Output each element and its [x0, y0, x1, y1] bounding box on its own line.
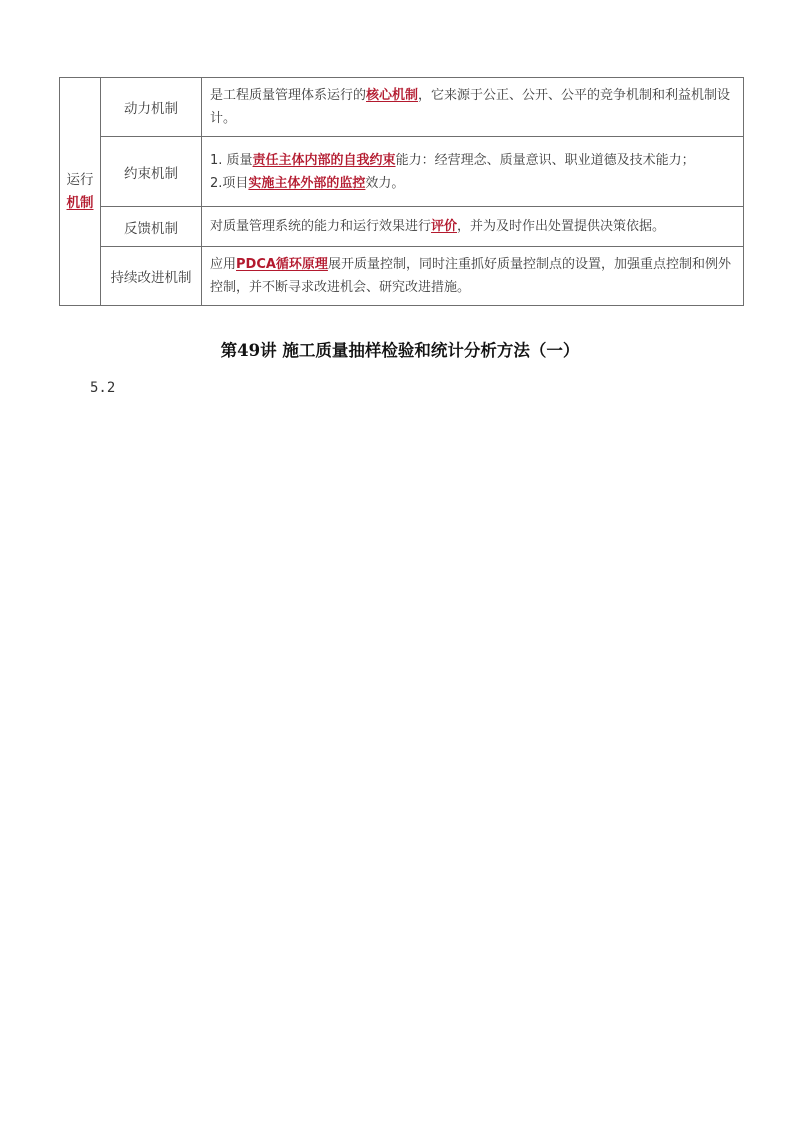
- group-cell: [60, 78, 101, 306]
- desc-highlight: 核心机制: [366, 88, 419, 103]
- mechanism-description: [202, 137, 744, 207]
- desc-line-2: [210, 172, 735, 195]
- desc-text: 是工程质量管理体系运行的: [210, 88, 367, 103]
- mechanism-name: 约束机制: [101, 137, 202, 207]
- table-row: [60, 137, 744, 207]
- table-row: [60, 78, 744, 137]
- desc-text: 应用: [210, 257, 237, 272]
- desc-text: 对质量管理系统的能力和运行效果进行: [210, 219, 432, 234]
- mechanism-name: 持续改进机制: [101, 247, 202, 306]
- desc-line-1: [210, 149, 735, 172]
- section-title: 第49讲 施工质量抽样检验和统计分析方法（一）: [220, 341, 580, 360]
- desc-text: ，并为及时作出处置提供决策依据。: [457, 219, 666, 234]
- desc-highlight: 评价: [431, 219, 458, 234]
- desc-text: 1. 质量: [210, 152, 253, 168]
- table-row: [60, 247, 744, 306]
- mechanism-description: [202, 78, 744, 137]
- desc-text: 能力：经营理念、质量意识、职业道德及技术能力；: [395, 152, 695, 168]
- group-label-line2: 机制: [66, 194, 94, 211]
- table-row: [60, 207, 744, 247]
- mechanism-name: 动力机制: [101, 78, 202, 137]
- desc-highlight: 实施主体外部的监控: [248, 175, 366, 191]
- mechanism-table: [59, 77, 744, 306]
- desc-text: ，它来源于公正、公开、公平的竞争机制和利益机制设计。: [210, 88, 731, 126]
- desc-text: 展开质量控制，同时注重抓好质量控制点的设置，加强重点控制和例外控制，并不断寻求改进机会、研究改进措施。: [210, 257, 731, 295]
- mechanism-name: 反馈机制: [101, 207, 202, 247]
- desc-highlight: PDCA循环原理: [236, 257, 328, 272]
- mechanism-description: [202, 207, 744, 247]
- desc-text: 效力。: [365, 175, 405, 191]
- desc-highlight: 责任主体内部的自我约束: [252, 152, 396, 168]
- mechanism-description: [202, 247, 744, 306]
- subsection-number: 5.2: [90, 380, 116, 396]
- group-label-line1: 运行: [66, 171, 94, 188]
- desc-text: 2.项目: [210, 175, 249, 191]
